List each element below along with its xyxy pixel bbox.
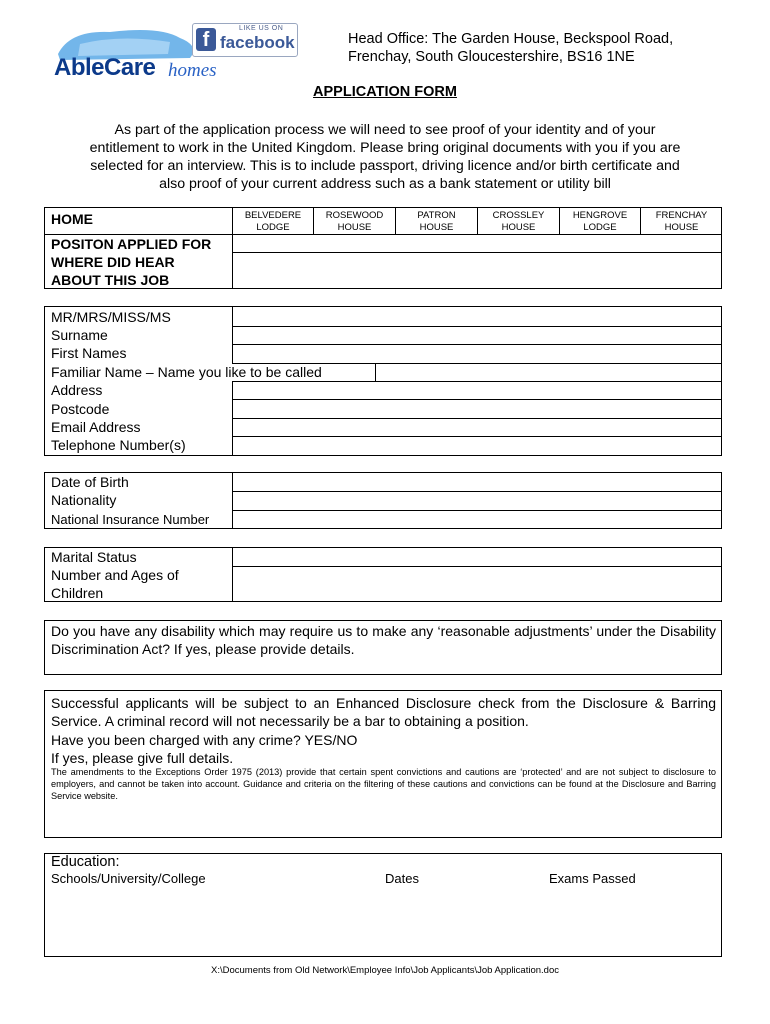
home-option-line2: HOUSE [664, 222, 699, 233]
head-office-line1: Head Office: The Garden House, Beckspool Road, [348, 31, 674, 47]
logo-sub-text: homes [168, 60, 217, 81]
ni-number-field[interactable] [233, 511, 721, 528]
home-option-line1: PATRON [417, 210, 456, 221]
address-label: Address [51, 382, 103, 398]
facebook-badge[interactable] [192, 23, 298, 57]
email-field[interactable] [233, 419, 721, 435]
dob-label: Date of Birth [51, 474, 129, 490]
home-option-line1: ROSEWOOD [325, 210, 384, 221]
home-option-crossley[interactable] [478, 210, 559, 234]
title-label: MR/MRS/MISS/MS [51, 309, 171, 325]
title-field[interactable] [233, 307, 721, 325]
home-option-line1: HENGROVE [572, 210, 628, 221]
telephone-field[interactable] [233, 437, 721, 455]
position-applied-field[interactable] [233, 235, 721, 251]
children-label-2: Children [51, 585, 104, 601]
disclosure-text: Successful applicants will be subject to an Enhanced Disclosure check from the Disclosure & Barring Service. A criminal record will not necessarily be a bar to obtaining a position. [51, 695, 716, 729]
head-office-line2: Frenchay, South Gloucestershire, BS16 1NE [348, 49, 635, 65]
facebook-brand-text: facebook [220, 33, 295, 52]
where-heard-field[interactable] [233, 253, 721, 288]
education-col-dates: Dates [385, 871, 419, 886]
education-title: Education: [51, 854, 120, 870]
disability-question: Do you have any disability which may require us to make any ‘reasonable adjustments’ under the Disability Discrimination Act? If yes, please provide details. [51, 623, 716, 657]
home-option-line2: HOUSE [419, 222, 454, 233]
children-label-1: Number and Ages of [51, 567, 179, 583]
nationality-label: Nationality [51, 492, 117, 508]
postcode-field[interactable] [233, 400, 721, 417]
home-option-patron[interactable] [396, 210, 477, 234]
where-heard-label-1: WHERE DID HEAR [51, 254, 175, 270]
home-option-line2: HOUSE [501, 222, 536, 233]
education-box[interactable] [44, 853, 722, 957]
facebook-like-text: LIKE US ON [239, 25, 284, 32]
charged-question: Have you been charged with any crime? YES/NO [51, 732, 358, 748]
head-office-address [348, 30, 748, 66]
education-col-schools: Schools/University/College [51, 871, 206, 886]
home-label: HOME [51, 211, 93, 227]
position-applied-label: POSITON APPLIED FOR [51, 236, 212, 252]
where-heard-label-2: ABOUT THIS JOB [51, 272, 170, 288]
disclosure-small-print: The amendments to the Exceptions Order 1975 (2013) provide that certain spent convictions and cautions are ‘protected’ and are not subject to disclosure to employers, and cannot be taken into account. Guidance and criteria on the filtering of these cautions and convictions can be found at the Disclosure and Barring Service website. [51, 767, 716, 801]
intro-paragraph: As part of the application process we will need to see proof of your identity and of your entitlement to work in the United Kingdom. Please bring original documents with you if you are selected for an interview. This is to include passport, driving licence and/or birth certificate and also proof of your current address such as a bank statement or utility bill [89, 122, 681, 192]
home-option-hengrove[interactable] [560, 210, 640, 234]
postcode-label: Postcode [51, 401, 110, 417]
home-option-frenchay[interactable] [641, 210, 722, 234]
home-option-line1: CROSSLEY [492, 210, 545, 221]
home-option-line2: LODGE [256, 222, 290, 233]
telephone-label: Telephone Number(s) [51, 437, 186, 453]
file-path-footer: X:\Documents from Old Network\Employee Info\Job Applicants\Job Application.doc [211, 965, 559, 976]
education-col-exams: Exams Passed [549, 871, 636, 886]
marital-status-field[interactable] [233, 548, 721, 565]
home-option-line1: BELVEDERE [244, 210, 302, 221]
home-option-line1: FRENCHAY [655, 210, 708, 221]
email-label: Email Address [51, 419, 141, 435]
children-field[interactable] [233, 567, 721, 601]
page-title: APPLICATION FORM [313, 84, 457, 100]
first-names-field[interactable] [233, 345, 721, 362]
familiar-name-field[interactable] [376, 364, 721, 380]
marital-status-label: Marital Status [51, 549, 137, 565]
home-option-line2: HOUSE [337, 222, 372, 233]
ni-number-label: National Insurance Number [51, 512, 210, 527]
logo-main-text: AbleCare [54, 54, 156, 81]
nationality-field[interactable] [233, 492, 721, 509]
surname-label: Surname [51, 327, 108, 343]
dob-field[interactable] [233, 473, 721, 490]
first-names-label: First Names [51, 345, 127, 361]
home-option-belvedere[interactable] [233, 210, 313, 234]
home-option-line2: LODGE [583, 222, 617, 233]
details-prompt: If yes, please give full details. [51, 750, 234, 766]
facebook-icon: f [196, 28, 216, 51]
home-option-rosewood[interactable] [314, 210, 395, 234]
surname-field[interactable] [233, 327, 721, 343]
address-field[interactable] [233, 382, 721, 398]
familiar-name-label: Familiar Name – Name you like to be called [51, 364, 322, 380]
